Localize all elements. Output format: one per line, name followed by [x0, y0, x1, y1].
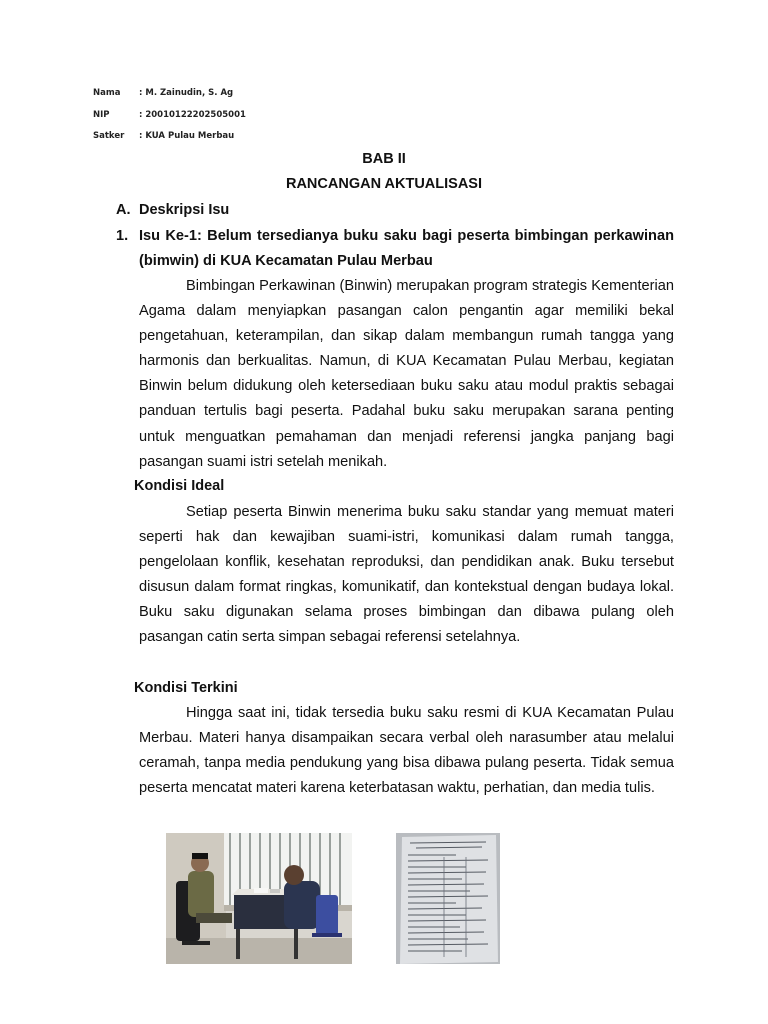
identity-row-satker [93, 131, 234, 141]
identity-value: : 20010122202505001 [139, 110, 246, 120]
current-body: Hingga saat ini, tidak tersedia buku saku resmi di KUA Kecamatan Pulau Merbau. Materi hanya disampaikan secara verbal oleh narasumber atau melalui ceramah, tanpa media pendukung yang bisa dibawa pulang peserta. Tidak semua peserta mencatat materi karena keterbatasan waktu, perhatian, dan media tulis. [139, 705, 674, 797]
current-heading: Kondisi Terkini [134, 680, 238, 696]
identity-row-nip [93, 110, 246, 120]
section-marker: A. [116, 202, 131, 218]
ideal-body: Setiap peserta Binwin menerima buku saku standar yang memuat materi seperti hak dan kewajiban suami-istri, komunikasi dalam rumah tangga, pengelolaan konflik, kesehatan reproduksi, dan pendidikan anak. Buku tersebut disusun dalam format ringkas, komunikatif, dan kontekstual dengan budaya lokal. Buku saku digunakan selama proses bimbingan dan dibawa pulang oleh pasangan catin serta simpan sebagai referensi setelahnya. [139, 504, 674, 646]
consultation-photo [166, 833, 352, 964]
section-title: Deskripsi Isu [139, 202, 230, 218]
document-scan-photo [396, 833, 500, 964]
chapter-number: BAB II [362, 151, 406, 167]
identity-label: Satker [93, 131, 125, 141]
ideal-heading: Kondisi Ideal [134, 478, 225, 494]
issue-body: Bimbingan Perkawinan (Binwin) merupakan program strategis Kementerian Agama dalam menyiapkan pasangan calon pengantin agar memiliki bekal pengetahuan, keterampilan, dan sikap dalam membangun rumah tangga yang harmonis dan berkualitas. Namun, di KUA Kecamatan Pulau Merbau, kegiatan Binwin belum didukung oleh ketersediaan buku saku atau modul praktis sebagai panduan tertulis bagi peserta. Padahal buku saku merupakan sarana penting untuk menguatkan pemahaman dan menjadi referensi jangka panjang bagi pasangan suami istri setelah menikah. [139, 278, 674, 470]
issue-title: Isu Ke-1: Belum tersedianya buku saku bagi peserta bimbingan perkawinan (bimwin) di KUA Kecamatan Pulau Merbau [139, 228, 674, 270]
identity-label: NIP [93, 110, 110, 120]
identity-row-nama [93, 88, 233, 98]
identity-value: : M. Zainudin, S. Ag [139, 88, 234, 98]
identity-label: Nama [93, 88, 121, 98]
chapter-title: RANCANGAN AKTUALISASI [285, 176, 482, 192]
issue-marker: 1. [116, 228, 129, 244]
identity-value: : KUA Pulau Merbau [139, 131, 235, 141]
